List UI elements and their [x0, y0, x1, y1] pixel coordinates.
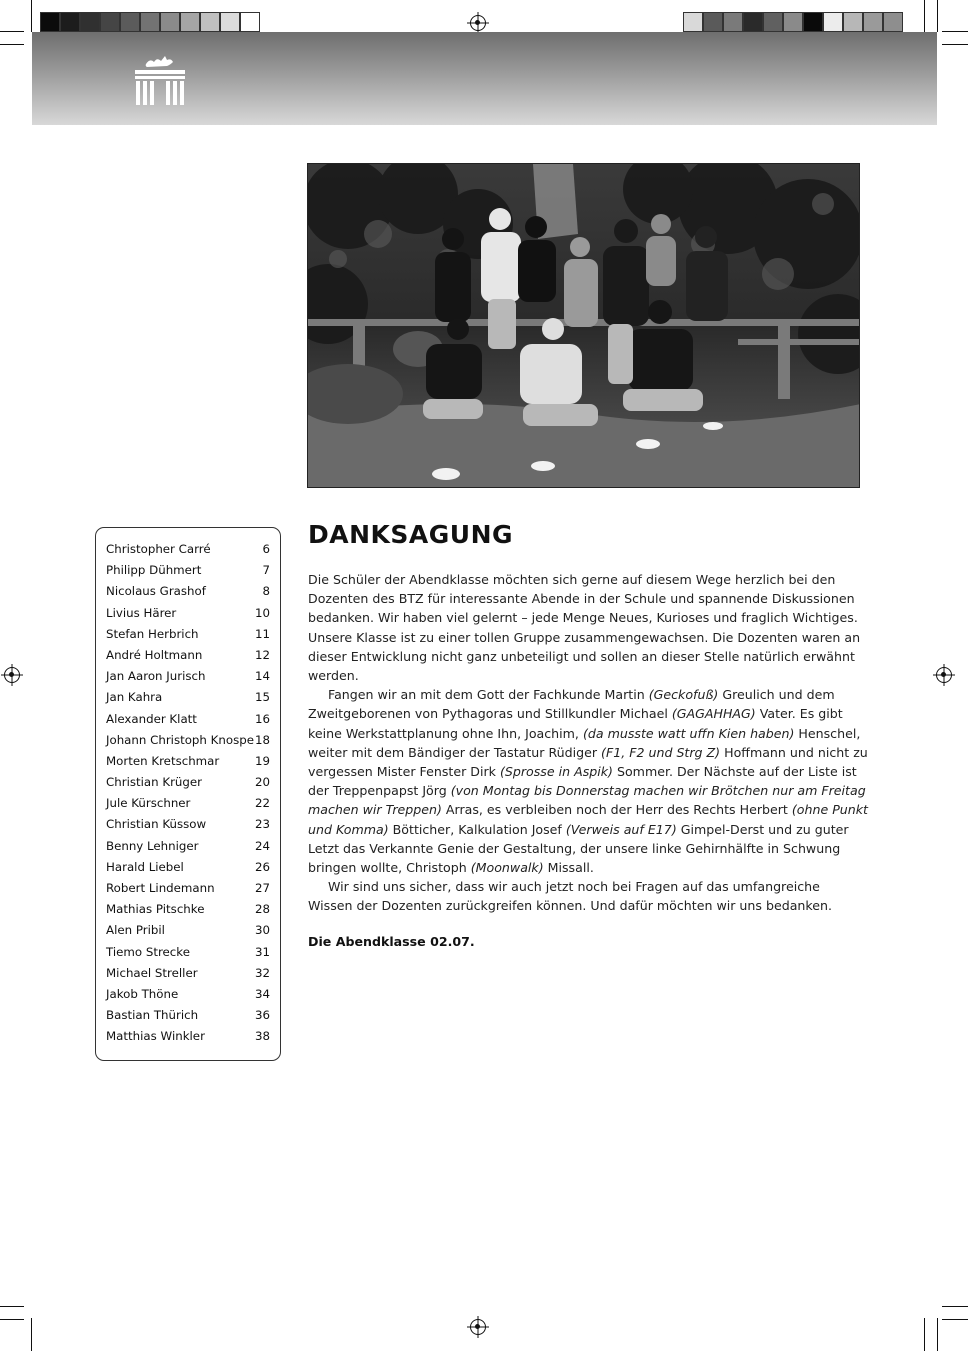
signature: Die Abendklasse 02.07.: [308, 934, 475, 949]
index-name: Michael Streller: [106, 965, 198, 980]
crop-mark: [0, 44, 24, 45]
index-row: [106, 878, 270, 899]
index-page: 27: [254, 881, 270, 895]
index-row: [106, 899, 270, 920]
color-swatch: [40, 12, 60, 32]
index-name: Christian Krüger: [106, 775, 203, 790]
nickname: (Sprosse in Aspik): [499, 764, 613, 780]
color-swatch: [120, 12, 140, 32]
registration-mark-icon: [936, 667, 952, 683]
index-row: [106, 836, 270, 857]
index-name: Johann Christoph Knospe: [106, 732, 254, 747]
index-name: Livius Härer: [106, 605, 177, 620]
color-swatch: [160, 12, 180, 32]
crop-mark: [31, 0, 32, 32]
header-band: [32, 32, 937, 125]
index-name: Jakob Thöne: [106, 986, 179, 1001]
index-name: Christian Küssow: [106, 817, 207, 832]
index-row: [106, 539, 270, 560]
color-bar-right: [683, 12, 903, 34]
index-row: [106, 1005, 270, 1026]
index-name: Alexander Klatt: [106, 711, 197, 726]
text-run: Vater. Es gibt keine Werkstattplanung ohne Ihn, Joachim,: [308, 706, 843, 741]
text-run: Hoffmann und nicht zu vergessen Mister Fenster Dirk: [308, 744, 868, 780]
index-page: 36: [254, 1008, 270, 1023]
index-page: 15: [254, 690, 270, 705]
index-name: Christopher Carré: [106, 542, 211, 556]
color-swatch: [240, 12, 260, 32]
color-swatch: [60, 12, 80, 32]
index-row: [106, 963, 270, 984]
color-swatch: [763, 12, 783, 32]
index-row: [106, 645, 270, 666]
color-swatch: [723, 12, 743, 32]
color-swatch: [683, 12, 703, 32]
index-row: [106, 666, 270, 687]
index-name: Mathias Pitschke: [106, 902, 205, 917]
index-row: [106, 581, 270, 602]
index-page: 28: [254, 902, 270, 917]
index-page: 16: [254, 711, 270, 726]
nickname: (Moonwalk): [470, 860, 544, 876]
index-row: [106, 920, 270, 941]
nickname: (von Montag bis Donnerstag machen wir Brötchen nur am Freitag machen wir Treppen): [308, 783, 866, 818]
paragraph-2: [308, 685, 868, 877]
crop-mark: [942, 31, 968, 32]
color-swatch: [200, 12, 220, 32]
index-row: [106, 687, 270, 708]
crop-mark: [924, 0, 925, 32]
index-page: 20: [254, 775, 270, 790]
color-swatch: [823, 12, 843, 32]
index-page: 26: [254, 859, 270, 874]
crop-mark: [31, 1318, 32, 1351]
index-name: Jule Kürschner: [106, 796, 191, 811]
index-page: 12: [254, 647, 270, 662]
registration-mark-icon: [470, 1319, 486, 1335]
index-row: [106, 709, 270, 730]
index-row: [106, 814, 270, 835]
text-run: Sommer. Der Nächste auf der Liste ist der Treppenpapst Jörg: [308, 764, 857, 799]
index-row: [106, 984, 270, 1005]
color-swatch: [220, 12, 240, 32]
nickname: (da musste watt uffn Kien haben): [582, 725, 795, 741]
index-page: 23: [254, 817, 270, 832]
nickname: (GAGAHHAG): [671, 706, 756, 722]
index-page: 11: [254, 626, 270, 641]
index-name: Nicolaus Grashof: [106, 584, 206, 599]
color-swatch: [743, 12, 763, 32]
color-swatch: [703, 12, 723, 32]
nickname: (ohne Punkt und Komma): [308, 802, 868, 837]
text-run: Gimpel-Derst und zu guter Letzt das Verkannte Genie der Gestaltung, der unsere linke Gehirnhälfte in Schwung bringen wollte, Christoph: [308, 821, 849, 876]
crop-mark: [0, 1306, 24, 1307]
index-name: Robert Lindemann: [106, 881, 215, 895]
crop-mark: [924, 1318, 925, 1351]
index-page: 18: [254, 732, 270, 747]
index-row: [106, 1026, 270, 1047]
index-page: 7: [262, 563, 270, 578]
crop-mark: [0, 1319, 24, 1320]
index-row: [106, 772, 270, 793]
index-page: 30: [254, 923, 270, 938]
index-name: Stefan Herbrich: [106, 626, 199, 641]
registration-mark-icon: [470, 15, 486, 31]
index-name: André Holtmann: [106, 647, 203, 662]
index-name: Jan Kahra: [106, 690, 163, 705]
index-name: Morten Kretschmar: [106, 753, 220, 768]
index-page: 31: [254, 944, 270, 959]
color-swatch: [863, 12, 883, 32]
index-page: 8: [262, 584, 270, 599]
color-swatch: [803, 12, 823, 32]
index-page: 22: [254, 796, 270, 811]
index-page: 34: [254, 986, 270, 1001]
crop-mark: [942, 44, 968, 45]
brandenburg-gate-icon: [132, 54, 188, 108]
nickname: (F1, F2 und Strg Z): [601, 744, 721, 760]
index-name: Bastian Thürich: [106, 1008, 199, 1023]
index-page: 32: [254, 965, 270, 980]
crop-mark: [0, 31, 24, 32]
index-page: 24: [254, 838, 270, 853]
page-title: DANKSAGUNG: [308, 520, 514, 549]
crop-mark: [942, 1306, 968, 1307]
text-run: Missall.: [543, 860, 594, 876]
group-photo: [307, 163, 860, 488]
name-index: [95, 527, 281, 1061]
index-page: 38: [254, 1029, 270, 1044]
crop-mark: [937, 0, 938, 32]
registration-mark-icon: [4, 667, 20, 683]
index-name: Tiemo Strecke: [106, 944, 190, 959]
index-page: 19: [254, 753, 270, 768]
color-swatch: [843, 12, 863, 32]
index-name: Jan Aaron Jurisch: [106, 669, 206, 684]
text-run: Henschel, weiter mit dem Bändiger der Tastatur Rüdiger: [308, 725, 861, 760]
color-swatch: [783, 12, 803, 32]
crop-mark: [937, 1318, 938, 1351]
paragraph-3: Wir sind uns sicher, dass wir auch jetzt noch bei Fragen auf das umfangreiche Wissen der Dozenten zurückgreifen können. Und dafür möchten wir uns bedanken.: [308, 879, 832, 914]
index-row: [106, 624, 270, 645]
nickname: (Geckofuß): [648, 687, 719, 703]
color-swatch: [180, 12, 200, 32]
color-bar-left: [40, 12, 260, 34]
color-swatch: [883, 12, 903, 32]
color-swatch: [140, 12, 160, 32]
crop-mark: [942, 1319, 968, 1320]
index-name: Alen Pribil: [106, 923, 165, 938]
text-run: Arras, es verbleiben noch der Herr des Rechts Herbert: [441, 802, 792, 818]
index-row: [106, 793, 270, 814]
text-run: Greulich und dem Zweitgeborenen von Pythagoras und Stillkundler Michael: [308, 687, 835, 722]
color-swatch: [80, 12, 100, 32]
color-swatch: [100, 12, 120, 32]
index-name: Harald Liebel: [106, 859, 184, 874]
index-row: [106, 942, 270, 963]
text-run: Bötticher, Kalkulation Josef: [388, 821, 566, 837]
index-name: Matthias Winkler: [106, 1029, 205, 1044]
index-page: 10: [254, 605, 270, 620]
paragraph-1: Die Schüler der Abendklasse möchten sich gerne auf diesem Wege herzlich bei den Dozenten des BTZ für interessante Abende in der Schule und spannende Diskussionen bedanken. Wir haben viel gelernt – jede Menge Neues, Kurioses und fraglich Wichtiges. Unsere Klasse ist zu einer tollen Gruppe zusammengewachsen. Die Dozenten waren an dieser Entwicklung nicht ganz unbeteiligt und sollen an dieser Stelle natürlich erwähnt werden.: [308, 572, 861, 684]
index-name: Benny Lehniger: [106, 838, 199, 853]
index-row: [106, 603, 270, 624]
index-row: [106, 560, 270, 581]
index-page: 14: [254, 669, 270, 684]
text-run: Fangen wir an mit dem Gott der Fachkunde Martin: [328, 687, 649, 703]
index-row: [106, 730, 270, 751]
index-row: [106, 751, 270, 772]
index-name: Philipp Dühmert: [106, 563, 202, 578]
article-body: [308, 570, 868, 916]
group-photo-icon: [308, 164, 860, 488]
index-page: 6: [262, 542, 270, 556]
nickname: (Verweis auf E17): [565, 821, 677, 837]
index-row: [106, 857, 270, 878]
